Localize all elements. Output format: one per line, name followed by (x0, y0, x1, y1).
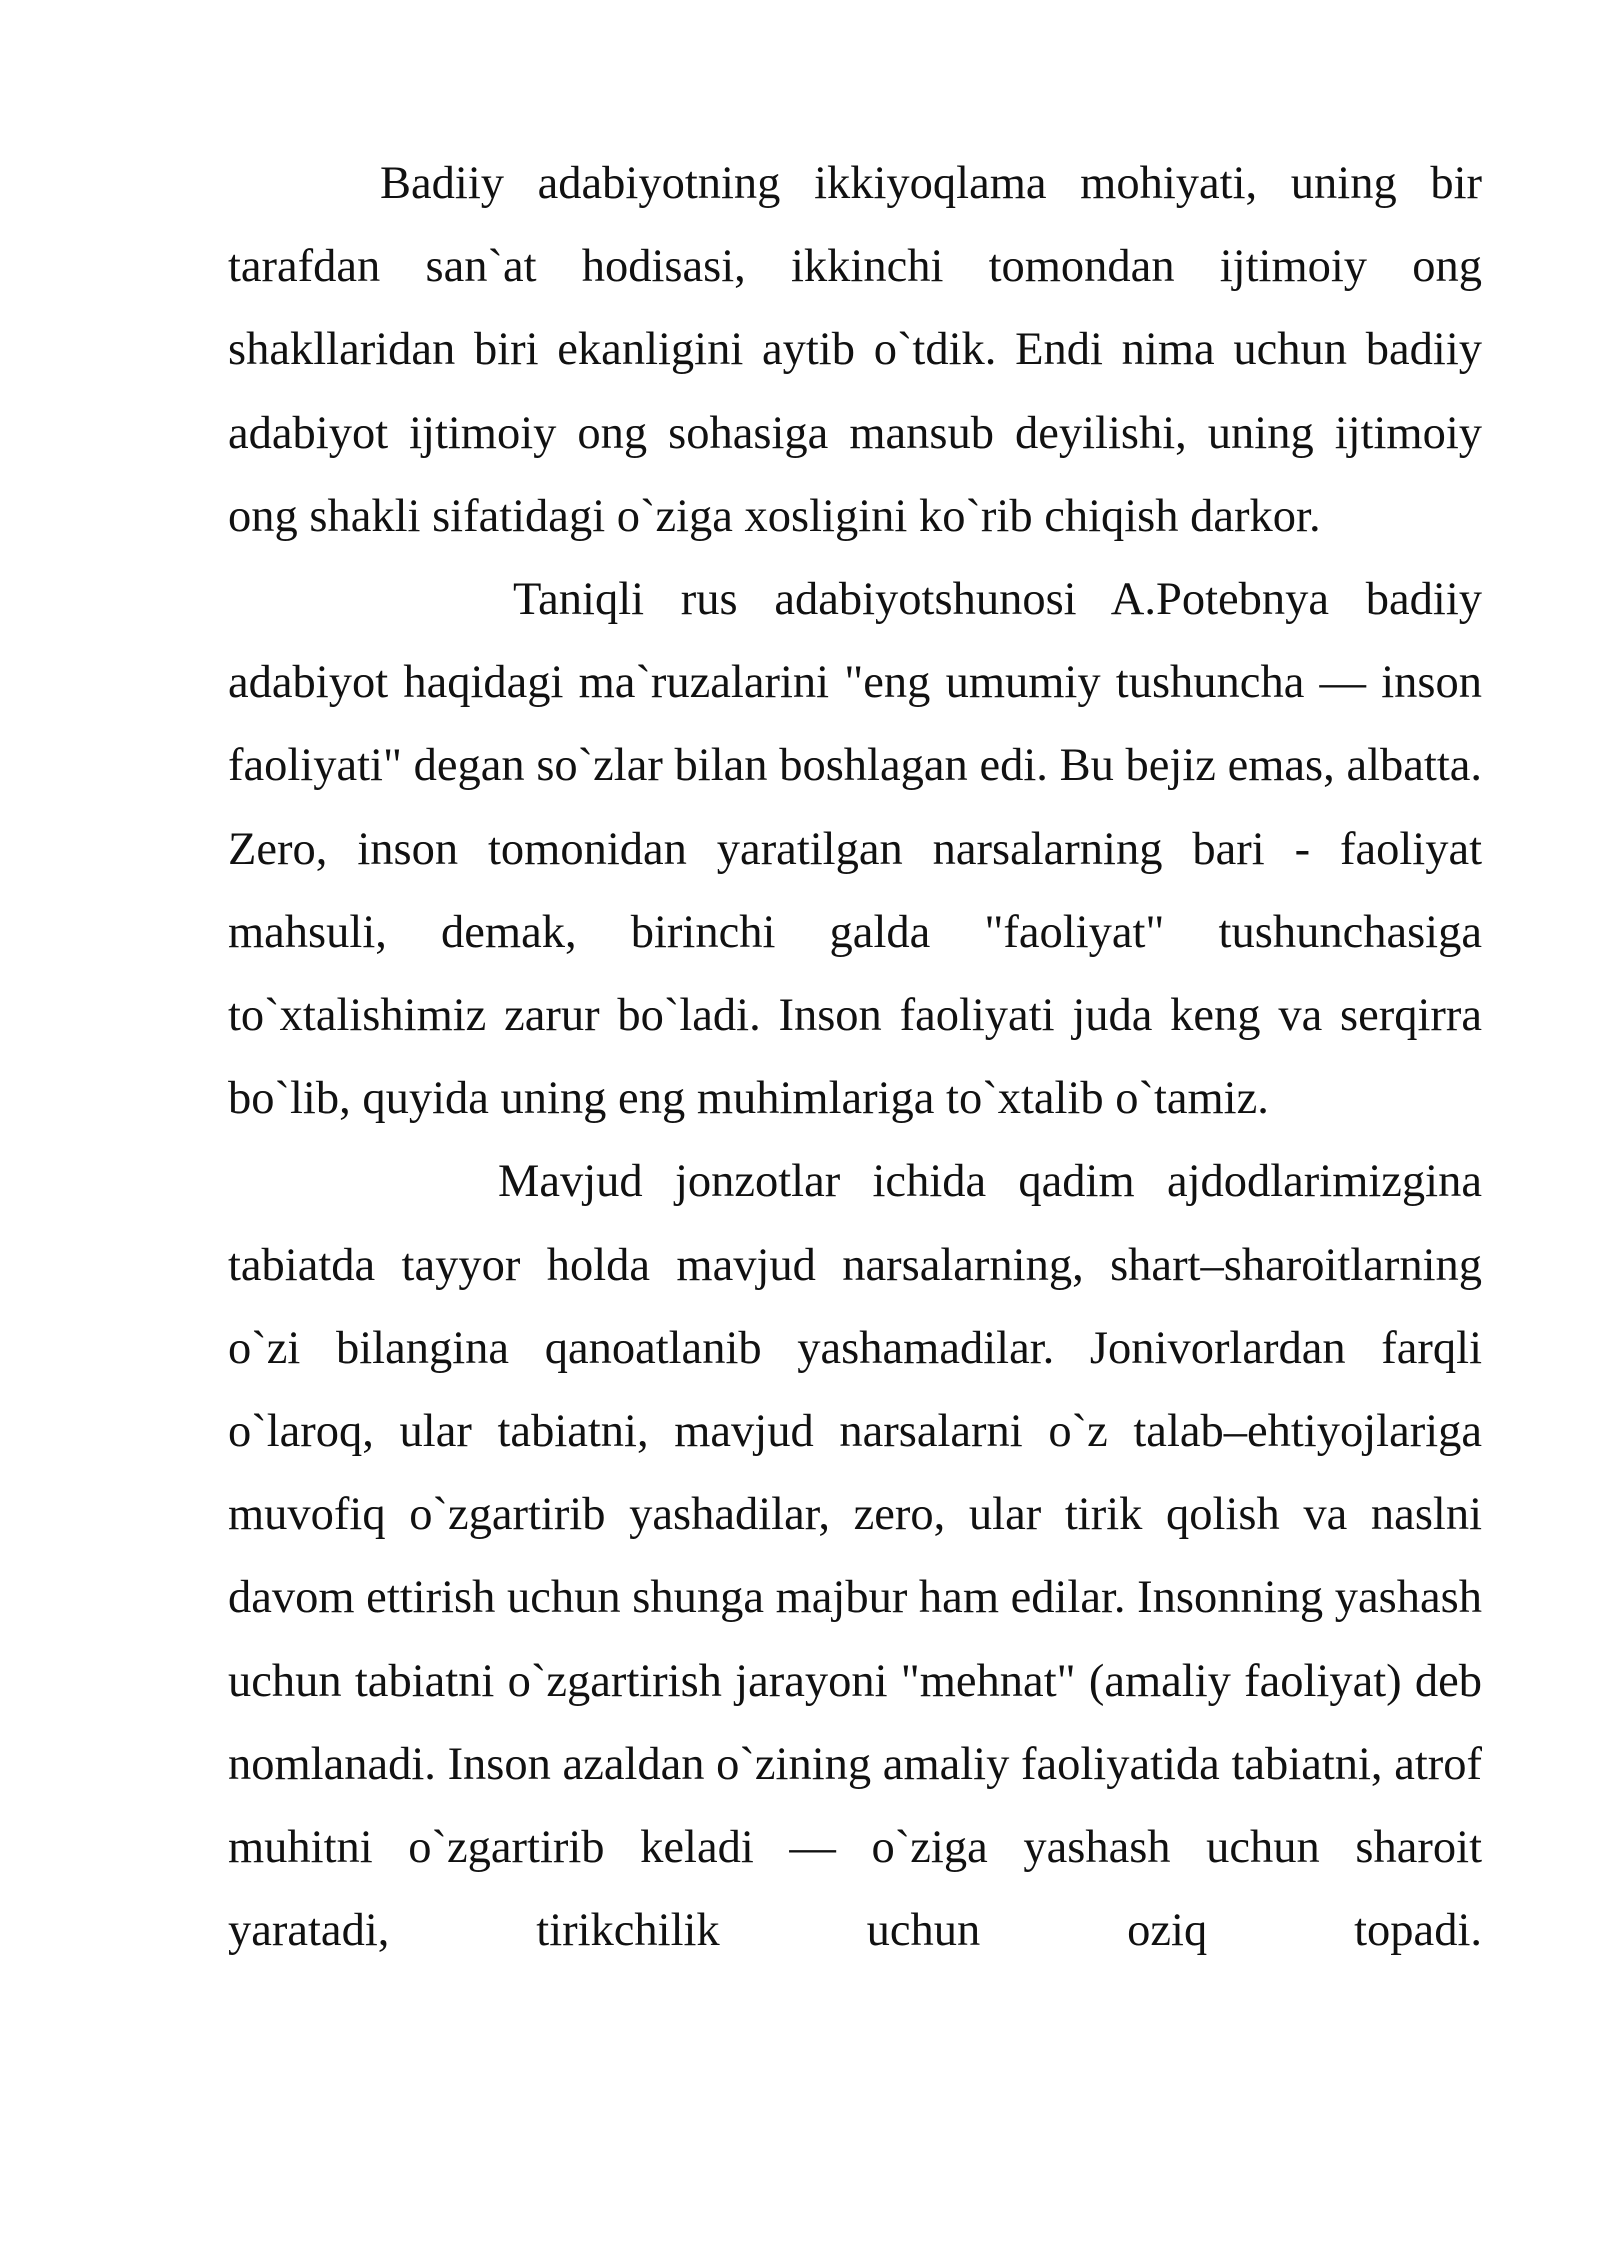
body-text (228, 142, 1482, 1972)
paragraph-1: Badiiy adabiyotning ikkiyoqlama mohiyati, uning bir tarafdan san`at hodisasi, ikkinchi tomondan ijtimoiy ong shakllaridan biri ekanligini aytib o`tdik. Endi nima uchun badiiy adabiyot ijtimoiy ong sohasiga mansub deyilishi, uning ijtimoiy ong shakli sifatidagi o`ziga xosligini ko`rib chiqish darkor. (228, 158, 1482, 542)
paragraph-2: Taniqli rus adabiyotshunosi A.Potebnya badiiy adabiyot haqidagi ma`ruzalarini "eng umumiy tushuncha — inson faoliyati" degan so`zlar bilan boshlagan edi. Bu bejiz emas, albatta. Zero, inson tomonidan yaratilgan narsalarning bari - faoliyat mahsuli, demak, birinchi galda "faoliyat" tushunchasiga to`xtalishimiz zarur bo`ladi. Inson faoliyati juda keng va serqirra bo`lib, quyida uning eng muhimlariga to`xtalib o`tamiz. (228, 574, 1482, 1125)
paragraph-3: Mavjud jonzotlar ichida qadim ajdodlarimizgina tabiatda tayyor holda mavjud narsalarning, shart–sharoitlarning o`zi bilangina qanoatlanib yashamadilar. Jonivorlardan farqli o`laroq, ular tabiatni, mavjud narsalarni o`z talab–ehtiyojlariga muvofiq o`zgartirib yashadilar, zero, ular tirik qolish va naslni davom ettirish uchun shunga majbur ham edilar. Insonning yashash uchun tabiatni o`zgartirish jarayoni "mehnat" (amaliy faoliyat) deb nomlanadi. Inson azaldan o`zining amaliy faoliyatida tabiatni, atrof muhitni o`zgartirib keladi — o`ziga yashash uchun sharoit yaratadi, tirikchilik uchun oziq topadi. (228, 1156, 1482, 1957)
